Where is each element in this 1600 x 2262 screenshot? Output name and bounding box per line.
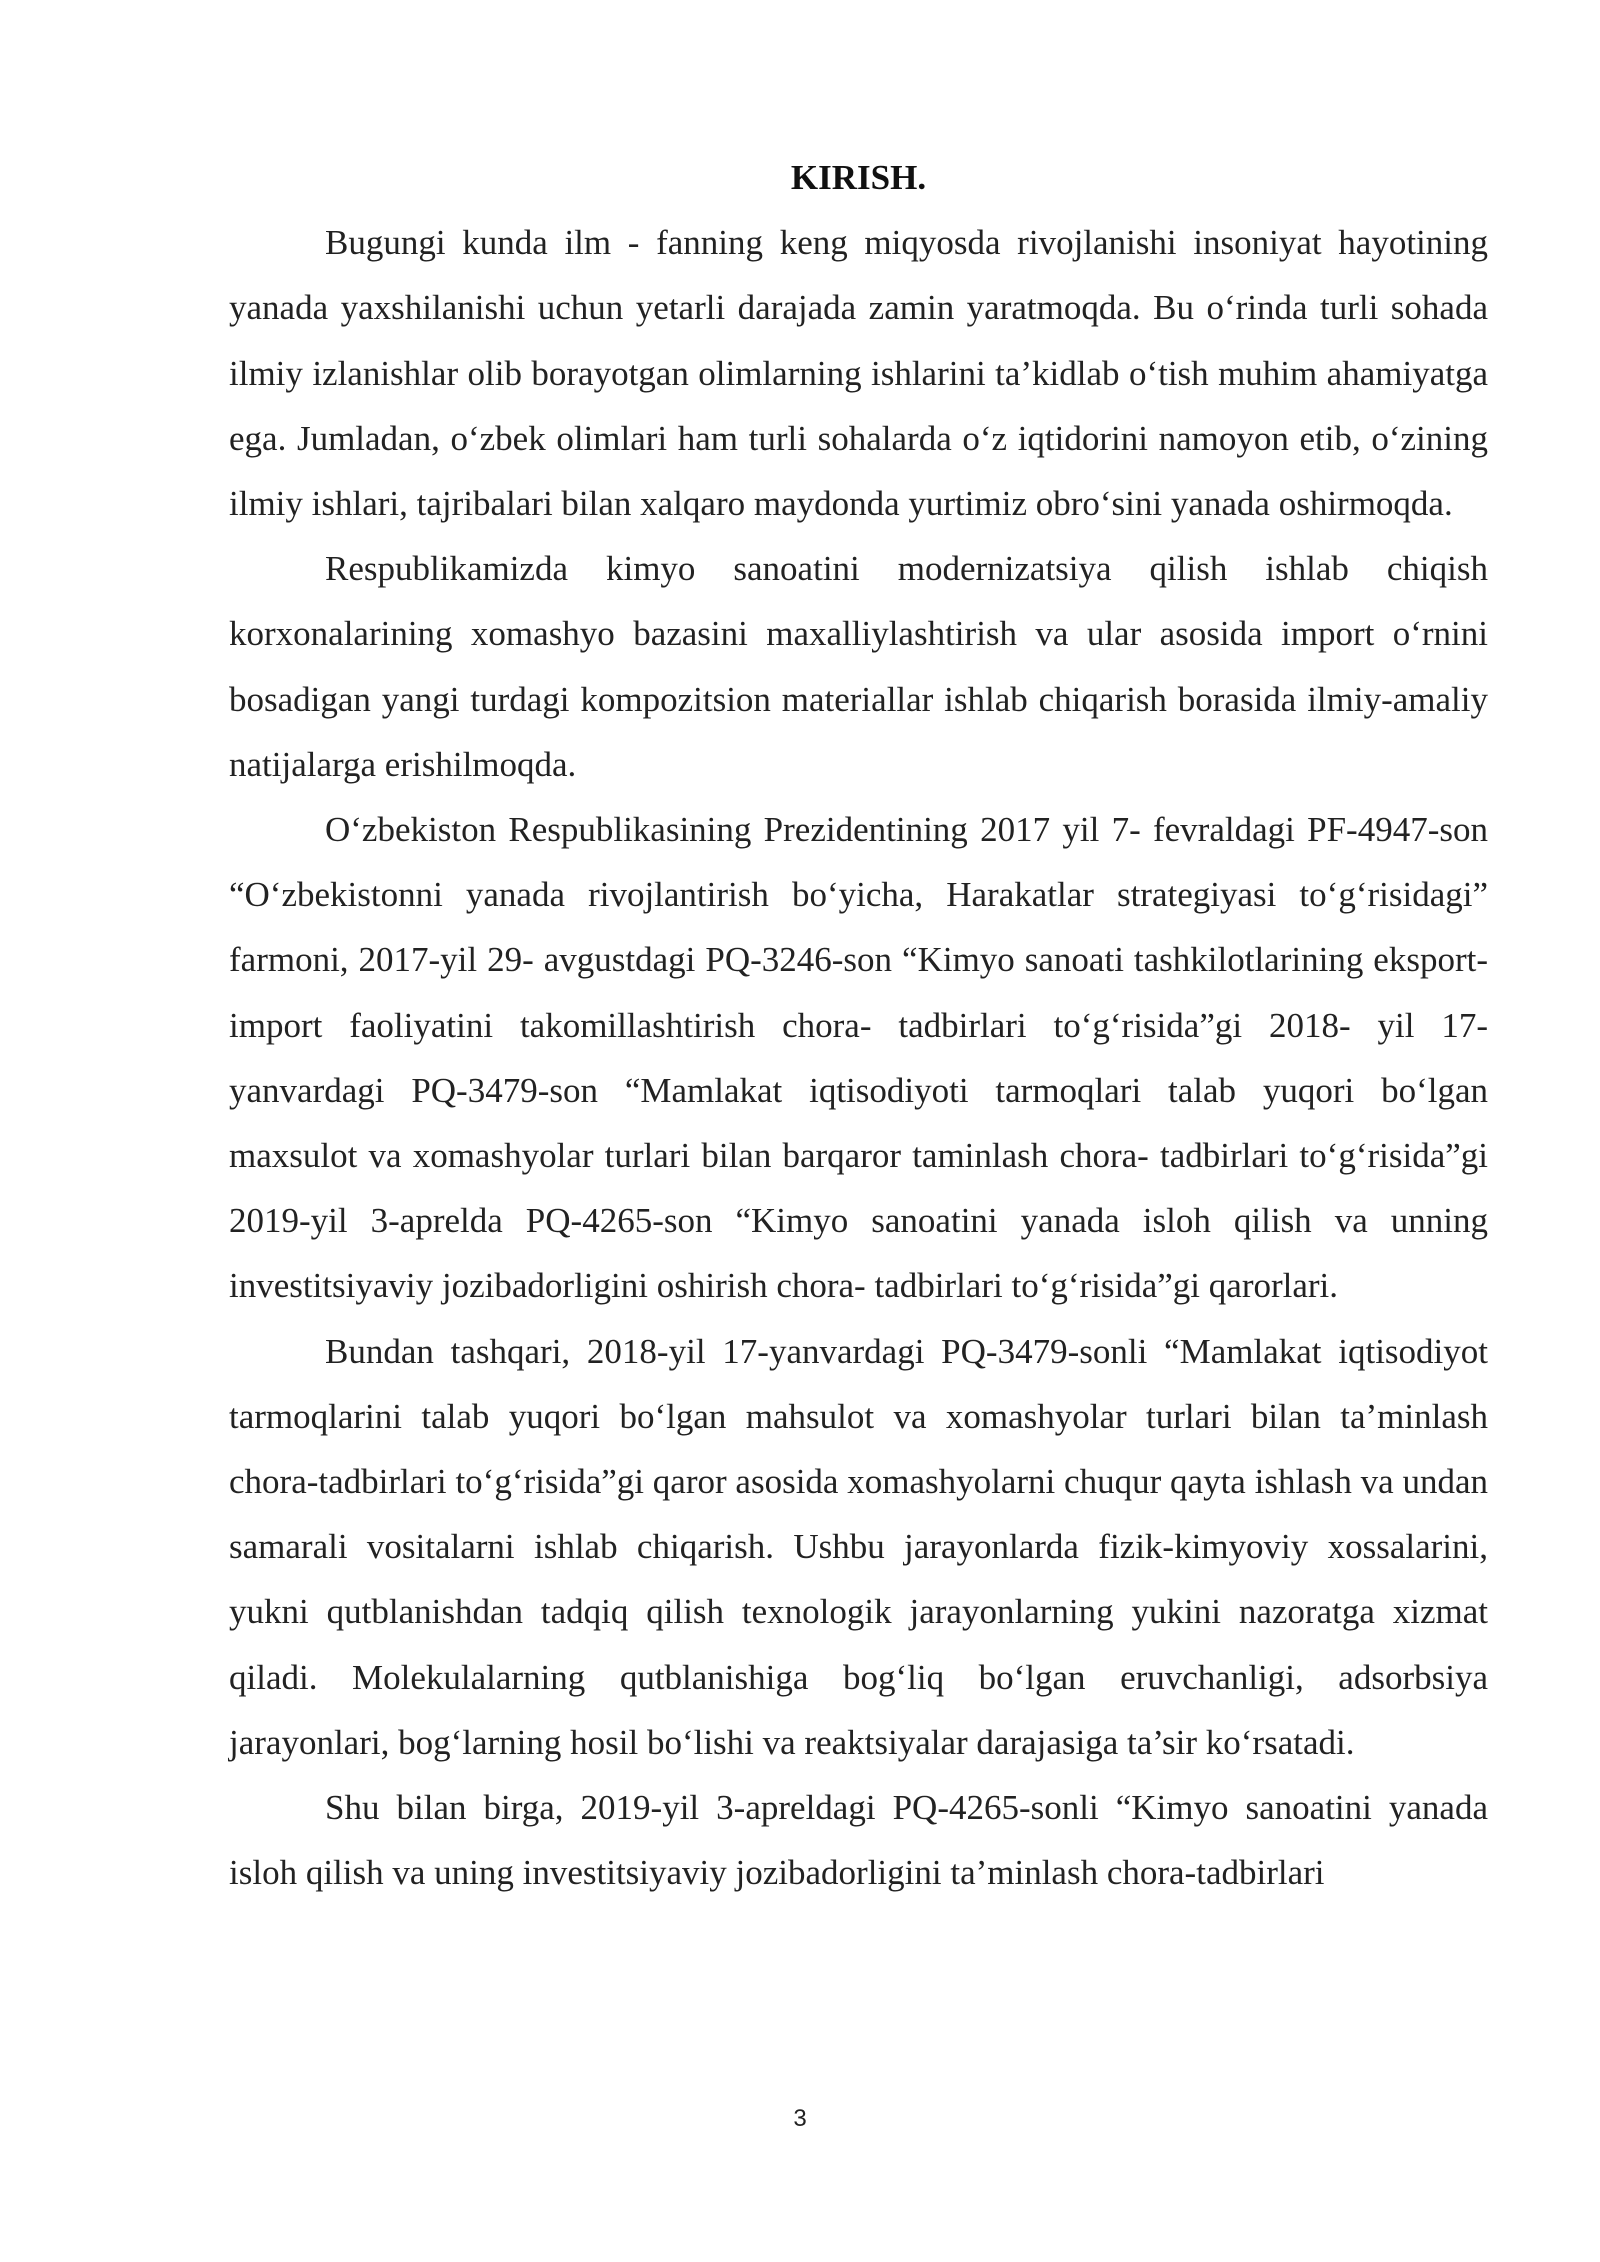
page-number: 3 — [793, 2105, 807, 2132]
document-body — [229, 145, 1488, 1905]
paragraph-resolution-pq-4265: Shu bilan birga, 2019-yil 3-apreldagi PQ-4265-sonli “Kimyo sanoatini yanada isloh qilish va uning investitsiyaviy jozibadorligini ta’minlash chora-tadbirlari — [229, 1788, 1488, 1893]
paragraph-presidential-decrees: O‘zbekiston Respublikasining Prezidentining 2017 yil 7- fevraldagi PF-4947-son “O‘zbekistonni yanada rivojlantirish bo‘yicha, Harakatlar strategiyasi to‘g‘risidagi” farmoni, 2017-yil 29- avgustdagi PQ-3246-son “Kimyo sanoati tashkilotlarining eksport-import faoliyatini takomillashtirish chora- tadbirlari to‘g‘risida”gi 2018- yil 17- yanvardagi PQ-3479-son “Mamlakat iqtisodiyoti tarmoqlari talab yuqori bo‘lgan maxsulot va xomashyolar turlari bilan barqaror taminlash chora- tadbirlari to‘g‘risida”gi 2019-yil 3-aprelda PQ-4265-son “Kimyo sanoatini yanada isloh qilish va unning investitsiyaviy jozibadorligini oshirish chora- tadbirlari to‘g‘risida”gi qarorlari. — [229, 810, 1488, 1306]
paragraph-resolution-pq-3479: Bundan tashqari, 2018-yil 17-yanvardagi PQ-3479-sonli “Mamlakat iqtisodiyot tarmoqlarini talab yuqori bo‘lgan mahsulot va xomashyolar turlari bilan ta’minlash chora-tadbirlari to‘g‘risida”gi qaror asosida xomashyolarni chuqur qayta ishlash va undan samarali vositalarni ishlab chiqarish. Ushbu jarayonlarda fizik-kimyoviy xossalarini, yukni qutblanishdan tadqiq qilish texnologik jarayonlarning yukini nazoratga xizmat qiladi. Molekulalarning qutblanishiga bog‘liq bo‘lgan eruvchanligi, adsorbsiya jarayonlari, bog‘larning hosil bo‘lishi va reaktsiyalar darajasiga ta’sir ko‘rsatadi. — [229, 1331, 1488, 1762]
paragraph-chemical-industry: Respublikamizda kimyo sanoatini modernizatsiya qilish ishlab chiqish korxonalarining xomashyo bazasini maxalliylashtirish va ular asosida import o‘rnini bosadigan yangi turdagi kompozitsion materiallar ishlab chiqarish borasida ilmiy-amaliy natijalarga erishilmoqda. — [229, 549, 1488, 784]
page-title: KIRISH. — [790, 158, 927, 197]
paragraph-intro: Bugungi kunda ilm - fanning keng miqyosda rivojlanishi insoniyat hayotining yanada yaxshilanishi uchun yetarli darajada zamin yaratmoqda. Bu o‘rinda turli sohada ilmiy izlanishlar olib borayotgan olimlarning ishlarini ta’kidlab o‘tish muhim ahamiyatga ega. Jumladan, o‘zbek olimlari ham turli sohalarda o‘z iqtidorini namoyon etib, o‘zining ilmiy ishlari, tajribalari bilan xalqaro maydonda yurtimiz obro‘sini yanada oshirmoqda. — [229, 223, 1488, 524]
